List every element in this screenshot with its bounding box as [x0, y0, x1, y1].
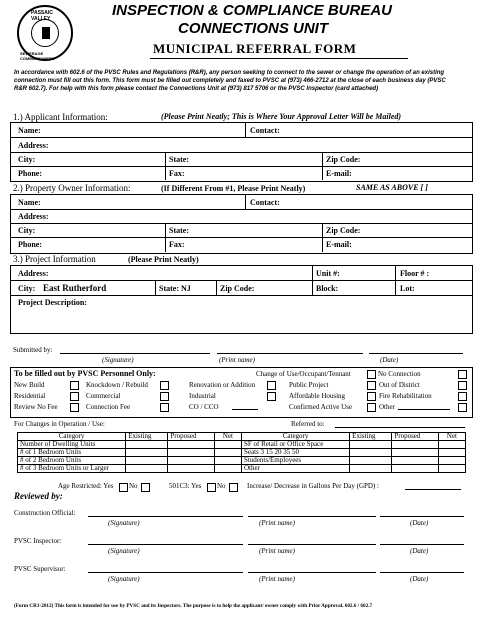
no-connection-checkbox[interactable]: [367, 370, 376, 379]
501c3-yes-checkbox[interactable]: [207, 483, 216, 492]
table-input-cell[interactable]: [350, 457, 392, 465]
table-input-cell[interactable]: [214, 457, 241, 465]
intro-line-3: R&R 602.7). For help with this form please contact the Connections Unit at (973) 817 5706 or the PVSC Inspector (card attached): [14, 86, 379, 92]
owner-email-field[interactable]: E-mail:: [326, 240, 352, 249]
age-restricted-no-checkbox[interactable]: [141, 483, 150, 492]
gpd-line[interactable]: [405, 489, 461, 490]
footer-note: (Form CR1-2012) This form is intended for use by PVSC and its Inspectors. The purpose is to help the applicant/ owner comply with Prior Approval. 602.6 / 602.7: [14, 603, 373, 609]
owner-name-field[interactable]: Name:: [18, 198, 41, 207]
signature-caption: (Signature): [108, 519, 140, 527]
501c3-no-label: No: [217, 482, 226, 490]
table-cell: Students/Employees: [241, 457, 349, 465]
owner-zip-field[interactable]: Zip Code:: [326, 226, 361, 235]
submitted-by-label: Submitted by:: [13, 346, 53, 354]
owner-city-field[interactable]: City:: [18, 226, 36, 235]
section1-note: (Please Print Neatly; This is Where Your Approval Letter Will be Mailed): [161, 112, 402, 121]
other-checkbox[interactable]: [458, 403, 467, 412]
owner-phone-field[interactable]: Phone:: [18, 240, 42, 249]
table-cell: SF of Retail or Office Space: [241, 441, 349, 449]
no-connection-label: No Connection: [378, 370, 421, 378]
section2-heading: 2.) Property Owner Information:: [13, 183, 131, 193]
out-of-district-label: Out of District: [379, 381, 420, 389]
pvsc-supervisor-label: PVSC Supervisor:: [14, 565, 66, 573]
applicant-zip-field[interactable]: Zip Code:: [326, 155, 361, 164]
table-input-cell[interactable]: [438, 449, 465, 457]
renovation-checkbox[interactable]: [267, 381, 276, 390]
501c3-no-checkbox[interactable]: [229, 483, 238, 492]
applicant-city-field[interactable]: City:: [18, 155, 36, 164]
submitted-name-caption: (Print name): [219, 356, 255, 364]
header-unit: CONNECTIONS UNIT: [178, 20, 328, 37]
owner-contact-field[interactable]: Contact:: [250, 198, 280, 207]
applicant-email-field[interactable]: E-mail:: [326, 169, 352, 178]
knockdown-rebuild-checkbox[interactable]: [160, 381, 169, 390]
new-build-checkbox[interactable]: [70, 381, 79, 390]
submitted-signature-caption: (Signature): [102, 356, 134, 364]
table-input-cell[interactable]: [392, 449, 439, 457]
construction-official-name-line[interactable]: [248, 516, 376, 517]
industrial-checkbox[interactable]: [267, 392, 276, 401]
table-row: [18, 449, 466, 457]
table-input-cell[interactable]: [350, 441, 392, 449]
501c3-label: 501C3: Yes: [169, 482, 202, 490]
confirmed-active-use-checkbox[interactable]: [367, 403, 376, 412]
intro-line-2: connection must fill out this form. This form must be filled out completely and faxed to PVSC at (973) 466-2712 at the close of each business day (PVSC: [14, 78, 446, 84]
connection-fee-label: Connection Fee: [86, 403, 131, 411]
public-project-checkbox[interactable]: [367, 381, 376, 390]
section3-note: (Please Print Neatly): [128, 255, 199, 264]
changes-in-operation-label: For Changes in Operation / Use:: [14, 420, 105, 428]
table-input-cell[interactable]: [168, 465, 215, 473]
project-address-field[interactable]: Address:: [18, 269, 49, 278]
other-line[interactable]: [398, 409, 450, 410]
co-cco-line[interactable]: [232, 409, 258, 410]
change-of-use-label: Change of Use/Occupant/Tennant: [256, 370, 351, 378]
pvsc-inspector-signature-line[interactable]: [88, 544, 243, 545]
table-header: Net: [438, 433, 465, 441]
print-name-caption: (Print name): [259, 519, 295, 527]
submitted-date-line[interactable]: [369, 353, 463, 354]
page-title: MUNICIPAL REFERRAL FORM: [153, 41, 357, 56]
project-description-field[interactable]: Project Description:: [18, 298, 87, 307]
submitted-signature-line[interactable]: [60, 353, 210, 354]
industrial-label: Industrial: [189, 392, 216, 400]
table-row: [18, 465, 466, 473]
date-caption: (Date): [410, 547, 429, 555]
date-caption: (Date): [410, 575, 429, 583]
table-input-cell[interactable]: [126, 441, 168, 449]
reviewed-by-heading: Reviewed by:: [14, 491, 63, 501]
applicant-address-field[interactable]: Address:: [18, 141, 49, 150]
affordable-housing-label: Affordable Housing: [289, 392, 346, 400]
gpd-label: Increase/ Decrease in Gallons Per Day (GPD) :: [247, 482, 379, 490]
pvsc-supervisor-signature-line[interactable]: [88, 572, 243, 573]
review-no-fee-label: Review No Fee: [14, 403, 58, 411]
commercial-checkbox[interactable]: [160, 392, 169, 401]
change-of-use-checkbox[interactable]: [458, 370, 467, 379]
owner-address-field[interactable]: Address:: [18, 212, 49, 221]
applicant-phone-field[interactable]: Phone:: [18, 169, 42, 178]
owner-box: [10, 194, 473, 254]
table-cell: Other: [241, 465, 349, 473]
same-as-above-checkbox[interactable]: SAME AS ABOVE [ ]: [356, 183, 428, 192]
section2-note: (If Different From #1, Please Print Neatly): [161, 184, 306, 193]
table-input-cell[interactable]: [168, 441, 215, 449]
operation-change-table: [17, 432, 466, 473]
fire-rehabilitation-label: Fire Rehabilitation: [379, 392, 432, 400]
affordable-housing-checkbox[interactable]: [367, 392, 376, 401]
connection-fee-checkbox[interactable]: [160, 403, 169, 412]
referred-to-line[interactable]: [335, 427, 465, 428]
table-header: Category: [241, 433, 349, 441]
table-input-cell[interactable]: [168, 457, 215, 465]
submitted-name-line[interactable]: [217, 353, 363, 354]
construction-official-label: Construction Official:: [14, 509, 76, 517]
table-input-cell[interactable]: [214, 465, 241, 473]
table-input-cell[interactable]: [214, 449, 241, 457]
project-unit-field[interactable]: Unit #:: [316, 269, 340, 278]
table-input-cell[interactable]: [438, 457, 465, 465]
table-header: Proposed: [168, 433, 215, 441]
seal-top-text: PASSAIC VALLEY: [31, 10, 53, 22]
commercial-label: Commercial: [86, 392, 121, 400]
pvsc-seal: [17, 5, 73, 61]
review-no-fee-checkbox[interactable]: [70, 403, 79, 412]
title-underline: [150, 58, 408, 59]
project-zip-field[interactable]: Zip Code:: [220, 284, 255, 293]
applicant-fax-field[interactable]: Fax:: [169, 169, 185, 178]
renovation-label: Renovation or Addition: [189, 381, 256, 389]
owner-fax-field[interactable]: Fax:: [169, 240, 185, 249]
table-input-cell[interactable]: [214, 441, 241, 449]
other-label: Other: [379, 403, 395, 411]
owner-state-field[interactable]: State:: [169, 226, 189, 235]
applicant-name-field[interactable]: Name:: [18, 126, 41, 135]
signature-caption: (Signature): [108, 575, 140, 583]
table-input-cell[interactable]: [126, 449, 168, 457]
table-cell: Seats 3 15 20 35 50: [241, 449, 349, 457]
table-input-cell[interactable]: [438, 441, 465, 449]
pvsc-inspector-label: PVSC Inspector:: [14, 537, 62, 545]
pvsc-supervisor-date-line[interactable]: [380, 572, 464, 573]
print-name-caption: (Print name): [259, 547, 295, 555]
project-block-field[interactable]: Block:: [316, 284, 339, 293]
table-cell: # of 2 Bedroom Units: [18, 457, 126, 465]
table-header: Net: [214, 433, 241, 441]
table-input-cell[interactable]: [392, 465, 439, 473]
table-header: Category: [18, 433, 126, 441]
print-name-caption: (Print name): [259, 575, 295, 583]
construction-official-date-line[interactable]: [380, 516, 464, 517]
age-restricted-label: Age Restricted: Yes: [58, 482, 114, 490]
date-caption: (Date): [410, 519, 429, 527]
pvsc-heading: To be filled out by PVSC Personnel Only:: [14, 369, 156, 378]
seal-bottom-text: SEWERAGE COMMISSIONERS: [20, 51, 55, 61]
seal-inner-ring: [31, 19, 59, 47]
table-input-cell[interactable]: [350, 449, 392, 457]
table-header: Existing: [126, 433, 168, 441]
project-floor-field[interactable]: Floor # :: [400, 269, 430, 278]
project-city-label: City:: [18, 284, 36, 293]
knockdown-rebuild-label: Knockdown / Rebuild: [86, 381, 148, 389]
intro-line-1: In accordance with 602.6 of the PVSC Rules and Regulations (R&R), any person seeking to connect to the sewer or change the operation of an existing: [14, 70, 445, 76]
new-build-label: New Build: [14, 381, 45, 389]
submitted-date-caption: (Date): [380, 356, 399, 364]
referred-to-label: Referred to:: [291, 420, 325, 428]
table-cell: # of 1 Bedroom Units: [18, 449, 126, 457]
table-input-cell[interactable]: [350, 465, 392, 473]
confirmed-active-use-label: Confirmed Active Use: [289, 403, 352, 411]
age-restricted-no-label: No: [129, 482, 138, 490]
table-input-cell[interactable]: [126, 465, 168, 473]
table-input-cell[interactable]: [168, 449, 215, 457]
table-input-cell[interactable]: [392, 457, 439, 465]
table-input-cell[interactable]: [438, 465, 465, 473]
table-cell: Number of Dwelling Units: [18, 441, 126, 449]
project-state-field[interactable]: State: NJ: [159, 284, 191, 293]
seal-emblem: [42, 27, 50, 39]
project-lot-field[interactable]: Lot:: [400, 284, 415, 293]
construction-official-signature-line[interactable]: [88, 516, 243, 517]
section1-heading: 1.) Applicant Information:: [13, 112, 108, 122]
table-input-cell[interactable]: [392, 441, 439, 449]
table-header: Existing: [350, 433, 392, 441]
residential-label: Residential: [14, 392, 46, 400]
out-of-district-checkbox[interactable]: [458, 381, 467, 390]
table-cell: # of 3 Bedroom Units or Larger: [18, 465, 126, 473]
pvsc-supervisor-name-line[interactable]: [248, 572, 376, 573]
co-cco-label: CO / CCO: [189, 403, 219, 411]
project-city-value[interactable]: East Rutherford: [43, 283, 107, 293]
applicant-contact-field[interactable]: Contact:: [250, 126, 280, 135]
public-project-label: Public Project: [289, 381, 329, 389]
applicant-state-field[interactable]: State:: [169, 155, 189, 164]
table-header: Proposed: [392, 433, 439, 441]
table-input-cell[interactable]: [126, 457, 168, 465]
signature-caption: (Signature): [108, 547, 140, 555]
pvsc-inspector-date-line[interactable]: [380, 544, 464, 545]
header-bureau: INSPECTION & COMPLIANCE BUREAU: [112, 2, 393, 19]
table-row: [18, 441, 466, 449]
age-restricted-yes-checkbox[interactable]: [119, 483, 128, 492]
fire-rehabilitation-checkbox[interactable]: [458, 392, 467, 401]
residential-checkbox[interactable]: [70, 392, 79, 401]
section3-heading: 3.) Project Information: [13, 254, 96, 264]
pvsc-inspector-name-line[interactable]: [248, 544, 376, 545]
